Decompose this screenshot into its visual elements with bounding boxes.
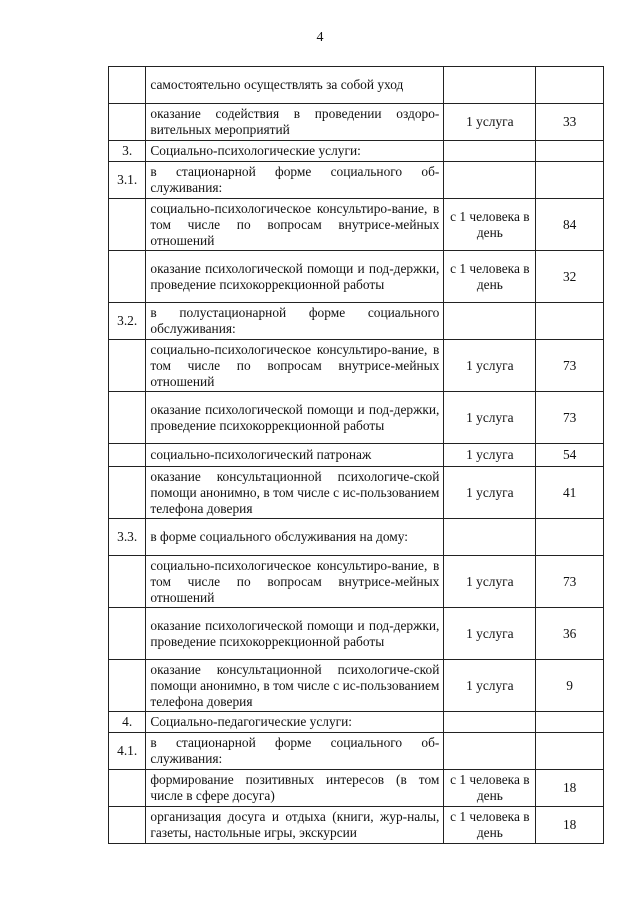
service-unit: с 1 человека в день [444,251,536,303]
table-row [109,608,604,660]
row-number [109,392,146,444]
service-unit [444,712,536,733]
service-unit [444,67,536,104]
table-row [109,733,604,770]
service-name: социально-психологический патронаж [146,444,444,467]
service-unit [444,303,536,340]
row-number: 3.1. [109,162,146,199]
section-heading: Социально-педагогические услуги: [146,712,444,733]
row-number [109,67,146,104]
service-value: 41 [536,467,604,519]
row-number [109,340,146,392]
service-unit [444,519,536,556]
table-row [109,104,604,141]
table-row [109,303,604,340]
service-unit: с 1 человека в день [444,770,536,807]
table-row [109,67,604,104]
service-value [536,67,604,104]
table-row [109,141,604,162]
service-unit: 1 услуга [444,340,536,392]
row-number: 4. [109,712,146,733]
service-value: 54 [536,444,604,467]
table-row [109,199,604,251]
table-row [109,251,604,303]
table-row [109,467,604,519]
service-name: оказание психологической помощи и под-держки, проведение психокоррекционной работы [146,392,444,444]
row-number: 3.2. [109,303,146,340]
service-value: 36 [536,608,604,660]
service-unit: 1 услуга [444,444,536,467]
service-unit: 1 услуга [444,660,536,712]
service-value [536,712,604,733]
subsection-heading: в полустационарной форме социального обслуживания: [146,303,444,340]
row-number [109,251,146,303]
service-name: оказание психологической помощи и под-держки, проведение психокоррекционной работы [146,608,444,660]
service-name: социально-психологическое консультиро-вание, в том числе по вопросам внутрисе-мейных отношений [146,199,444,251]
service-value: 73 [536,340,604,392]
service-unit: 1 услуга [444,392,536,444]
row-number [109,608,146,660]
row-number: 4.1. [109,733,146,770]
service-name: оказание консультационной психологиче-ской помощи анонимно, в том числе с ис-пользованием телефона доверия [146,660,444,712]
service-unit: с 1 человека в день [444,199,536,251]
service-value [536,733,604,770]
table-row [109,556,604,608]
services-table [108,66,604,844]
table-row [109,770,604,807]
subsection-heading: в форме социального обслуживания на дому: [146,519,444,556]
row-number [109,467,146,519]
service-name: социально-психологическое консультиро-вание, в том числе по вопросам внутрисе-мейных отношений [146,556,444,608]
service-unit: 1 услуга [444,608,536,660]
service-name: организация досуга и отдыха (книги, жур-налы, газеты, настольные игры, экскурсии [146,807,444,844]
service-value: 32 [536,251,604,303]
service-unit [444,733,536,770]
service-value: 33 [536,104,604,141]
row-number [109,199,146,251]
service-value: 84 [536,199,604,251]
table-row [109,392,604,444]
row-number: 3. [109,141,146,162]
table-row [109,444,604,467]
service-value: 9 [536,660,604,712]
service-unit: 1 услуга [444,104,536,141]
service-value: 73 [536,392,604,444]
service-unit: с 1 человека в день [444,807,536,844]
service-value: 73 [536,556,604,608]
row-number [109,444,146,467]
service-unit: 1 услуга [444,467,536,519]
row-number [109,770,146,807]
table-row [109,712,604,733]
row-number [109,660,146,712]
table-row [109,807,604,844]
row-number: 3.3. [109,519,146,556]
service-name: формирование позитивных интересов (в том числе в сфере досуга) [146,770,444,807]
table-row [109,519,604,556]
service-name: социально-психологическое консультиро-вание, в том числе по вопросам внутрисе-мейных отношений [146,340,444,392]
subsection-heading: в стационарной форме социального об-служивания: [146,733,444,770]
row-number [109,104,146,141]
row-number [109,556,146,608]
service-unit: 1 услуга [444,556,536,608]
page-number: 4 [316,30,324,45]
service-unit [444,141,536,162]
service-value: 18 [536,770,604,807]
service-value [536,303,604,340]
table-row [109,162,604,199]
service-value [536,141,604,162]
service-value [536,162,604,199]
table-row [109,660,604,712]
table-row [109,340,604,392]
service-value: 18 [536,807,604,844]
service-name: оказание содействия в проведении оздоро-вительных мероприятий [146,104,444,141]
row-number [109,807,146,844]
service-value [536,519,604,556]
subsection-heading: в стационарной форме социального об-служивания: [146,162,444,199]
service-name: оказание консультационной психологиче-ской помощи анонимно, в том числе с ис-пользованием телефона доверия [146,467,444,519]
service-name: оказание психологической помощи и под-держки, проведение психокоррекционной работы [146,251,444,303]
service-name: самостоятельно осуществлять за собой уход [146,67,444,104]
service-unit [444,162,536,199]
section-heading: Социально-психологические услуги: [146,141,444,162]
